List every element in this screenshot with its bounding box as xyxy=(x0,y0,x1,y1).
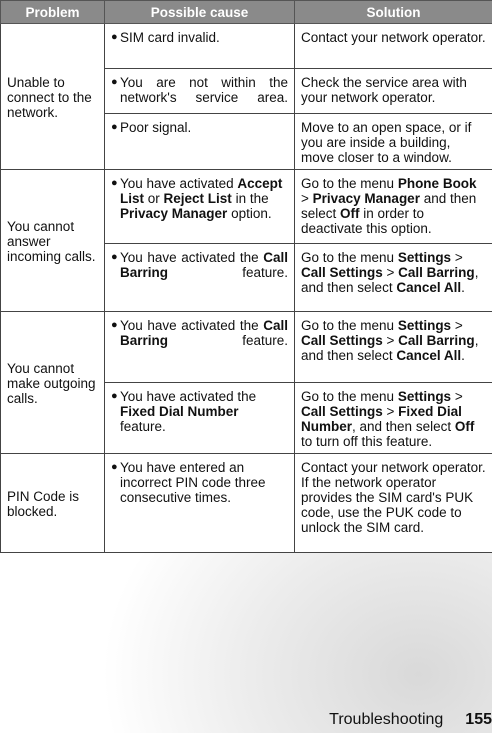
text-run: feature. xyxy=(168,333,288,348)
text-run: > xyxy=(301,191,313,206)
bold-term: Off xyxy=(340,206,360,221)
text-run: Check the service area with your network operator. xyxy=(301,75,467,105)
cause-cell xyxy=(105,244,295,312)
bold-term: Call Settings xyxy=(301,404,383,419)
table-row xyxy=(1,312,492,383)
cause-cell xyxy=(105,114,295,170)
cause-cell xyxy=(105,383,295,454)
text-run: > xyxy=(382,333,399,348)
text-run: feature. xyxy=(168,265,288,280)
text-run: . xyxy=(461,348,465,363)
text-run: > xyxy=(451,389,463,404)
table-body xyxy=(1,24,492,553)
header-possible-cause: Possible cause xyxy=(105,1,295,24)
cause-text xyxy=(120,389,288,434)
bold-term: Settings xyxy=(397,318,452,333)
header-solution: Solution xyxy=(295,1,492,24)
text-run: Go to the menu xyxy=(301,389,398,404)
text-run: SIM card invalid. xyxy=(120,30,220,45)
text-run: > xyxy=(451,250,463,265)
bullet-icon: ● xyxy=(111,461,118,473)
bullet-icon: ● xyxy=(111,251,118,263)
bullet-icon: ● xyxy=(111,121,118,133)
bold-term: Fixed Dial Number xyxy=(120,404,239,419)
cause-text xyxy=(120,75,288,105)
text-run: You have activated the xyxy=(120,250,264,265)
header-problem: Problem xyxy=(1,1,105,24)
solution-cell xyxy=(295,454,492,553)
bold-term: Call Settings xyxy=(301,265,383,280)
bold-term: Accept List xyxy=(120,176,283,206)
text-run: Go to the menu xyxy=(301,176,398,191)
solution-cell xyxy=(295,114,492,170)
text-run: or xyxy=(144,191,164,206)
text-run: You have activated xyxy=(120,176,238,191)
text-run: to turn off this feature. xyxy=(301,434,433,449)
table-row xyxy=(1,454,492,553)
cause-bullet-item xyxy=(111,120,288,135)
text-run: in the xyxy=(231,191,269,206)
text-run: . xyxy=(461,280,465,295)
text-run: Go to the menu xyxy=(301,318,398,333)
cause-text xyxy=(120,176,288,221)
problem-cell: Unable to connect to the network. xyxy=(1,24,105,170)
table-header-row xyxy=(1,1,492,24)
solution-cell xyxy=(295,312,492,383)
page-number: 155 xyxy=(465,711,492,728)
cause-bullet-item xyxy=(111,318,288,348)
cause-bullet-item xyxy=(111,460,288,505)
text-run: feature. xyxy=(120,419,166,434)
cause-bullet-item xyxy=(111,75,288,105)
text-run: Go to the menu xyxy=(301,250,398,265)
bullet-icon: ● xyxy=(111,31,118,43)
solution-cell xyxy=(295,383,492,454)
bold-term: Off xyxy=(454,419,475,434)
text-run: , and then select xyxy=(301,265,479,295)
text-run: > xyxy=(382,404,399,419)
bold-term: Fixed Dial Number xyxy=(301,404,462,434)
text-run: You have activated the xyxy=(120,318,264,333)
bold-term: Call Barring xyxy=(398,333,475,348)
cause-text xyxy=(120,30,288,45)
cause-cell xyxy=(105,454,295,553)
cause-text xyxy=(120,120,288,135)
text-run: Contact your network operator. If the network operator provides the SIM card's PUK code, use the PUK code to unlock the SIM card. xyxy=(301,460,486,535)
cause-bullet-item xyxy=(111,30,288,45)
bold-term: Call Barring xyxy=(120,318,288,348)
text-run: , and then select xyxy=(352,419,455,434)
text-run: option. xyxy=(227,206,272,221)
bold-term: Call Barring xyxy=(398,265,475,280)
cause-text xyxy=(120,460,288,505)
cause-cell xyxy=(105,24,295,69)
solution-cell xyxy=(295,24,492,69)
table-row xyxy=(1,170,492,244)
text-run: You have activated the xyxy=(120,389,257,404)
bullet-icon: ● xyxy=(111,319,118,331)
text-run: Move to an open space, or if you are inside a building, move closer to a window. xyxy=(301,120,472,165)
footer-section-title: Troubleshooting xyxy=(329,711,444,728)
cause-bullet-item xyxy=(111,250,288,280)
cause-bullet-item xyxy=(111,176,288,221)
cause-text xyxy=(120,250,288,280)
cause-cell xyxy=(105,69,295,114)
problem-cell: You cannot make outgoing calls. xyxy=(1,312,105,454)
text-run: You are not within the network's service area. xyxy=(120,75,288,105)
bold-term: Settings xyxy=(397,389,452,404)
bold-term: Call Settings xyxy=(301,333,383,348)
bold-term: Settings xyxy=(397,250,452,265)
text-run: Poor signal. xyxy=(120,120,192,135)
bullet-icon: ● xyxy=(111,177,118,189)
cause-text xyxy=(120,318,288,348)
text-run: > xyxy=(451,318,463,333)
cause-cell xyxy=(105,312,295,383)
bold-term: Privacy Manager xyxy=(312,191,420,206)
cause-cell xyxy=(105,170,295,244)
solution-cell xyxy=(295,244,492,312)
bold-term: Cancel All xyxy=(396,348,462,363)
problem-cell: You cannot answer incoming calls. xyxy=(1,170,105,312)
bold-term: Privacy Manager xyxy=(120,206,228,221)
bold-term: Call Barring xyxy=(120,250,288,280)
text-run: You have entered an incorrect PIN code three consecutive times. xyxy=(120,460,266,505)
text-run: in order to deactivate this option. xyxy=(301,206,432,236)
bullet-icon: ● xyxy=(111,390,118,402)
solution-cell xyxy=(295,69,492,114)
cause-bullet-item xyxy=(111,389,288,434)
text-run: Contact your network operator. xyxy=(301,30,486,45)
text-run: > xyxy=(382,265,399,280)
bullet-icon: ● xyxy=(111,76,118,88)
solution-cell xyxy=(295,170,492,244)
text-run: , and then select xyxy=(301,333,479,363)
bold-term: Cancel All xyxy=(396,280,462,295)
bold-term: Reject List xyxy=(163,191,232,206)
table-row xyxy=(1,24,492,69)
problem-cell: PIN Code is blocked. xyxy=(1,454,105,553)
text-run: and then select xyxy=(301,191,477,221)
page-footer xyxy=(329,711,492,729)
bold-term: Phone Book xyxy=(397,176,477,191)
